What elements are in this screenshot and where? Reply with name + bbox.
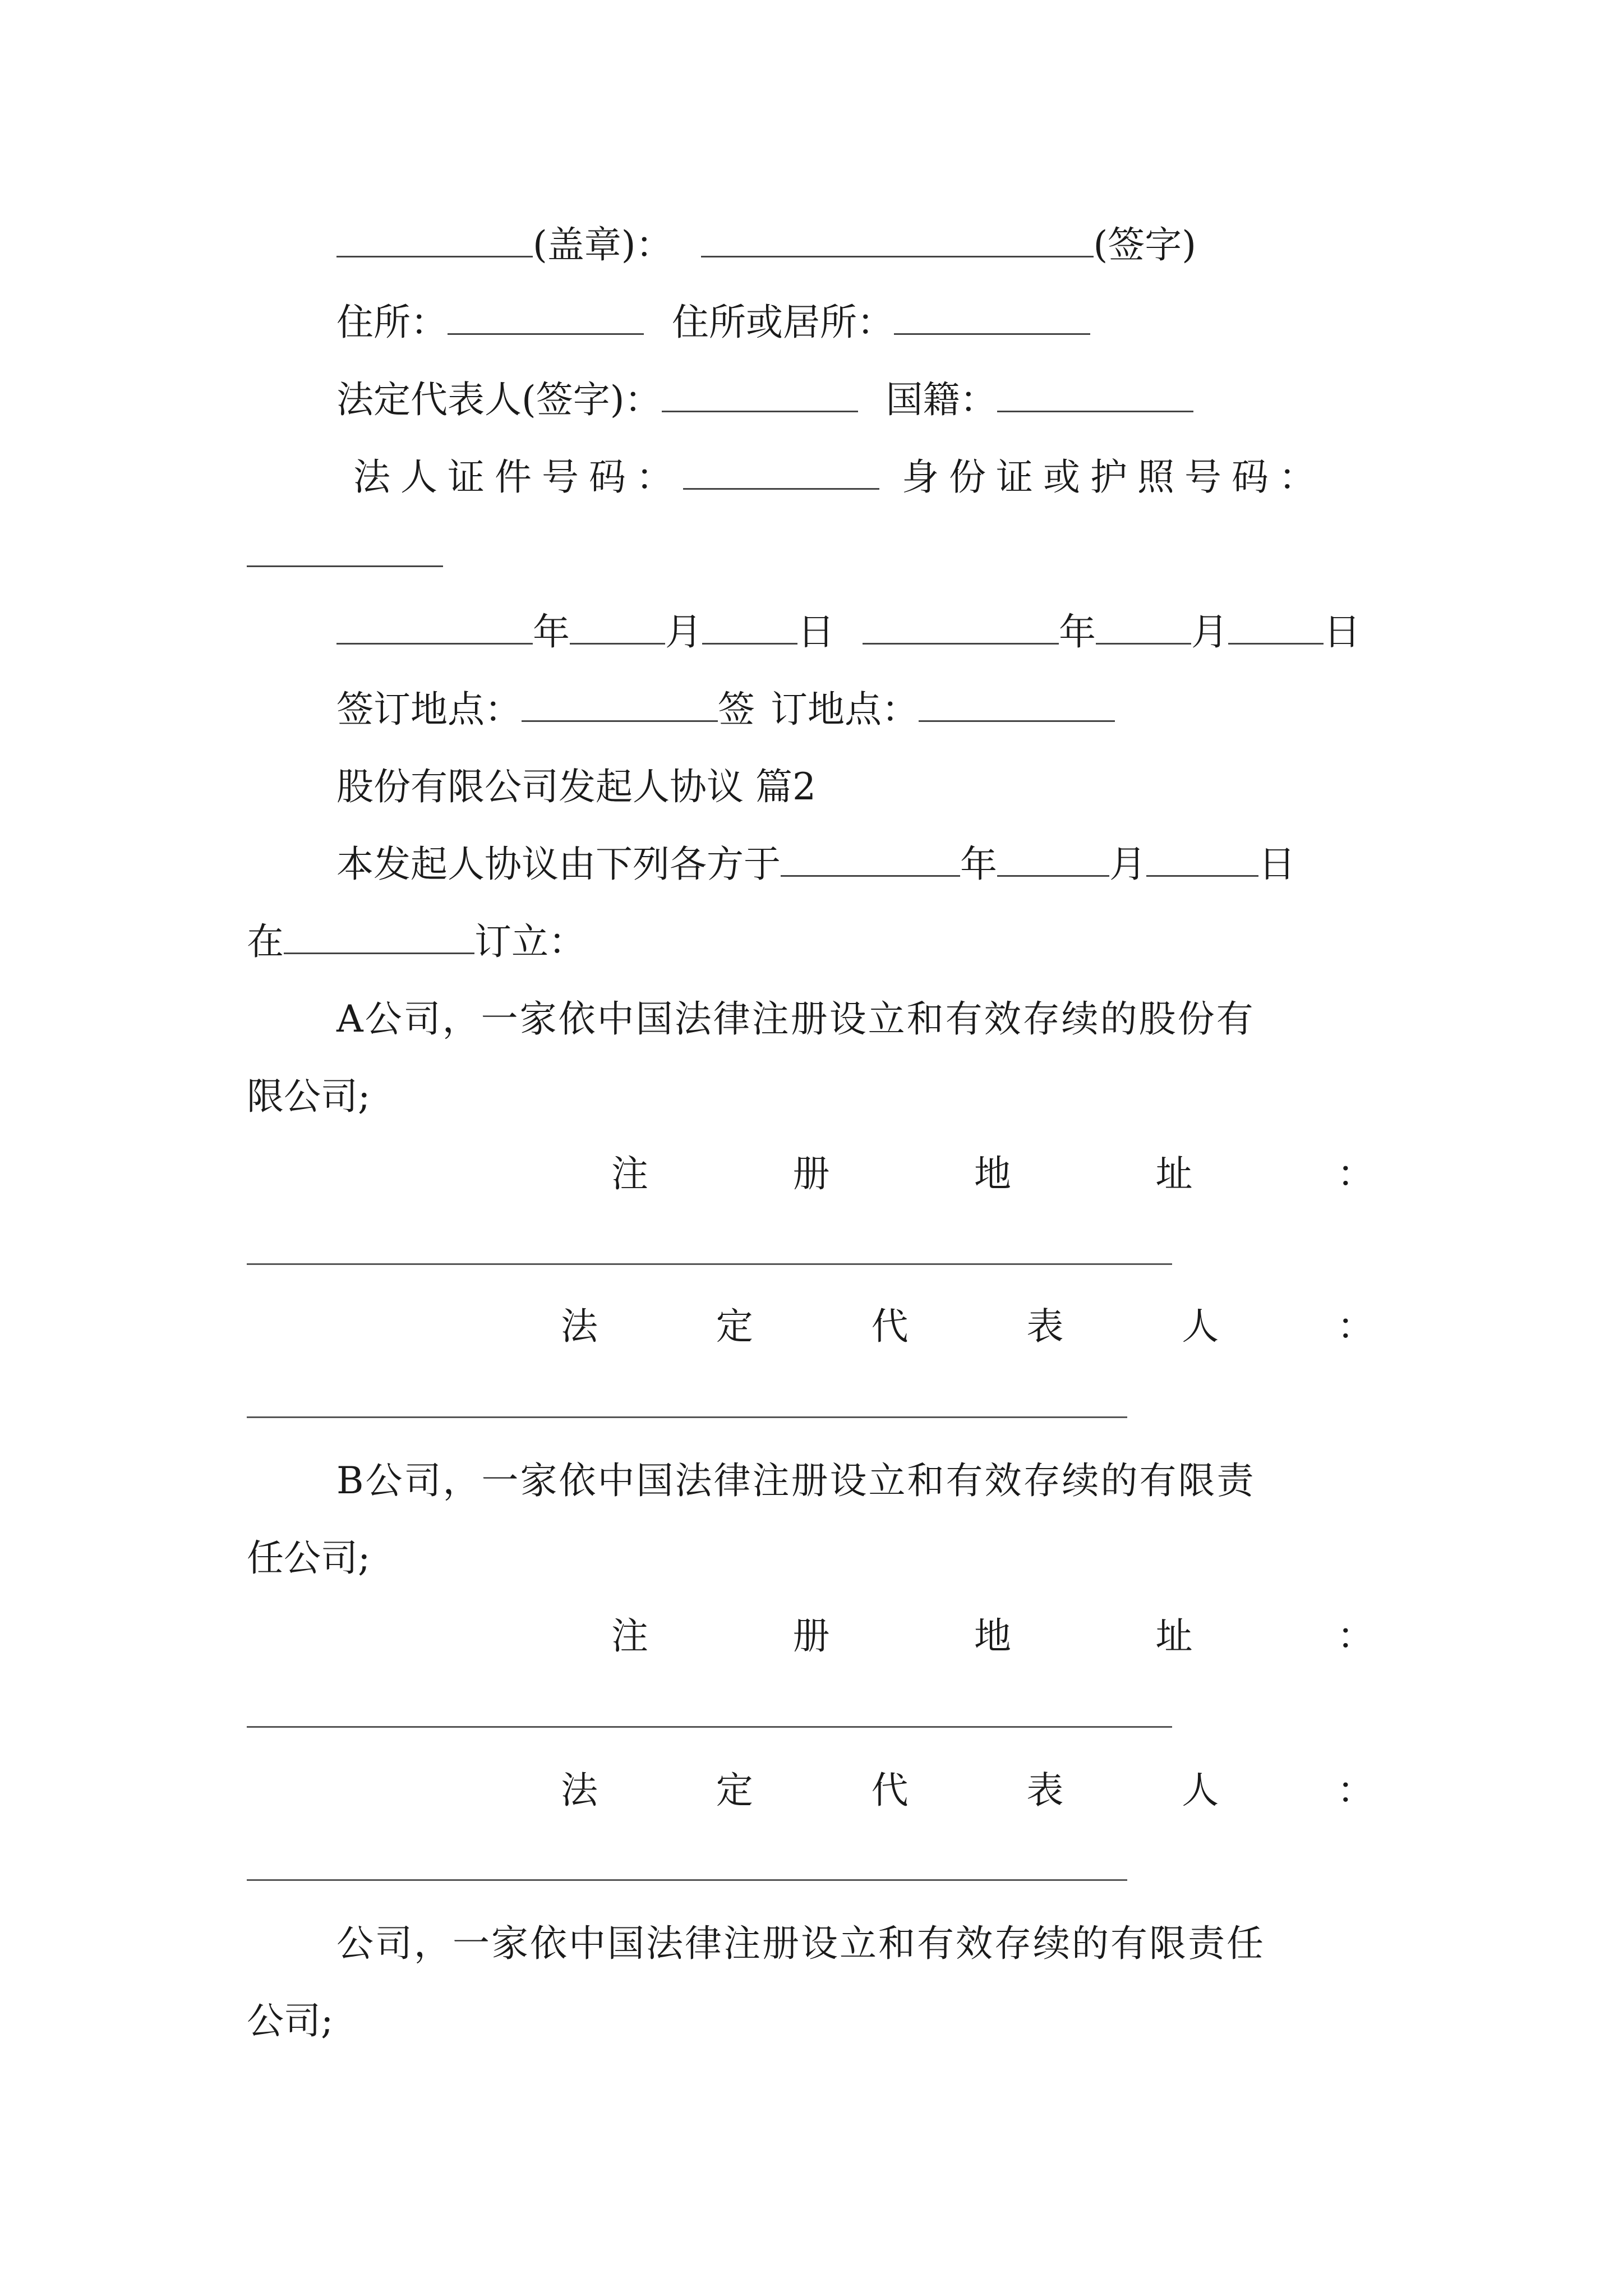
intro-line-2	[247, 917, 585, 967]
party-a-registered-address-label	[611, 1149, 1374, 1199]
ra-char: 地	[974, 1614, 1011, 1658]
address-row	[336, 297, 1090, 348]
month-blank-2[interactable]	[1096, 608, 1191, 645]
lr-char: ：	[1336, 1769, 1374, 1812]
lr-char: ：	[1336, 1305, 1374, 1348]
month-label-1: 月	[665, 610, 702, 654]
lr-char: 表	[1026, 1305, 1064, 1348]
date-row	[336, 607, 1361, 657]
id-passport-blank[interactable]	[247, 531, 443, 567]
month-blank-1[interactable]	[570, 608, 665, 645]
intro-year-blank[interactable]	[781, 840, 960, 877]
lr-char: 定	[716, 1305, 753, 1348]
ra-char: 册	[792, 1614, 830, 1658]
id-row	[353, 452, 1326, 503]
lr-char: 代	[871, 1305, 909, 1348]
year-label-1: 年	[533, 610, 570, 654]
day-blank-2[interactable]	[1228, 608, 1324, 645]
residence-label: 住所或居所：	[672, 301, 894, 344]
party-a-legal-rep-field[interactable]	[247, 1416, 1127, 1418]
lr-char: 表	[1026, 1769, 1064, 1812]
year-label-2: 年	[1059, 610, 1096, 654]
intro-month-label: 月	[1109, 843, 1146, 886]
address-blank[interactable]	[448, 298, 644, 335]
ra-char: 注	[611, 1614, 648, 1658]
legal-rep-row	[336, 375, 1193, 425]
sign-place-label-2a: 签	[718, 688, 755, 731]
sign-blank[interactable]	[701, 221, 1094, 257]
year-blank-1[interactable]	[336, 608, 533, 645]
sign-place-row	[336, 684, 1115, 735]
party-b-line-1: B公司，一家依中国法律注册设立和有效存续的有限责	[336, 1459, 1256, 1502]
intro-place-blank[interactable]	[284, 918, 474, 954]
party-a-legal-rep-label	[561, 1301, 1374, 1352]
lr-char: 法	[561, 1769, 598, 1812]
party-c-line-1: 公司，一家依中国法律注册设立和有效存续的有限责任	[336, 1922, 1265, 1965]
sign-place-blank-1[interactable]	[522, 685, 718, 722]
party-a-line-1: A公司，一家依中国法律注册设立和有效存续的股份有	[336, 997, 1255, 1041]
seal-label: (盖章)：	[533, 223, 673, 266]
intro-text-2a: 在	[247, 920, 284, 963]
lr-char: 法	[561, 1305, 598, 1348]
nationality-label: 国籍：	[886, 378, 997, 421]
lr-char: 定	[716, 1769, 753, 1812]
day-label-1: 日	[797, 610, 834, 654]
legal-rep-blank[interactable]	[662, 376, 858, 412]
party-b-registered-address-field[interactable]	[247, 1726, 1172, 1728]
lr-char: 代	[871, 1769, 909, 1812]
ra-char: 册	[792, 1152, 830, 1195]
party-c-line-2: 公司;	[247, 1999, 334, 2042]
legal-rep-sign-label: 法定代表人(签字)：	[336, 378, 662, 421]
ra-char: 地	[974, 1152, 1011, 1195]
month-label-2: 月	[1191, 610, 1228, 654]
legal-id-blank[interactable]	[683, 453, 879, 490]
sign-place-blank-2[interactable]	[919, 685, 1115, 722]
intro-month-blank[interactable]	[997, 840, 1109, 877]
ra-char: 注	[611, 1152, 648, 1195]
ra-char: 址	[1155, 1152, 1193, 1195]
legal-id-label: 法人证件号码：	[353, 455, 683, 499]
intro-line-1	[336, 839, 1295, 890]
id-passport-label: 身份证或护照号码：	[902, 455, 1326, 499]
intro-text-2b: 订立：	[474, 920, 585, 963]
party-a-registered-address-field[interactable]	[247, 1263, 1172, 1265]
party-b-line-2: 任公司;	[247, 1536, 371, 1580]
sign-label: (签字)	[1093, 223, 1196, 266]
intro-text-1: 本发起人协议由下列各方于	[336, 843, 781, 886]
seal-sign-row	[336, 220, 1196, 270]
lr-char: 人	[1182, 1769, 1219, 1812]
sign-place-label: 签订地点：	[336, 688, 522, 731]
seal-blank[interactable]	[336, 221, 533, 257]
party-b-legal-rep-label	[561, 1765, 1374, 1816]
ra-char: ：	[1337, 1152, 1374, 1195]
intro-day-label: 日	[1258, 843, 1295, 886]
intro-day-blank[interactable]	[1146, 840, 1258, 877]
address-label: 住所：	[336, 301, 448, 344]
residence-blank[interactable]	[894, 298, 1090, 335]
day-blank-1[interactable]	[702, 608, 797, 645]
lr-char: 人	[1182, 1305, 1219, 1348]
id-passport-row	[247, 530, 443, 580]
section-heading: 股份有限公司发起人协议 篇2	[336, 765, 816, 808]
nationality-blank[interactable]	[997, 376, 1193, 412]
party-b-legal-rep-field[interactable]	[247, 1879, 1127, 1881]
party-a-line-2: 限公司;	[247, 1075, 371, 1118]
year-blank-2[interactable]	[863, 608, 1059, 645]
intro-year-label: 年	[960, 843, 997, 886]
party-b-registered-address-label	[611, 1611, 1374, 1662]
day-label-2: 日	[1324, 610, 1361, 654]
ra-char: ：	[1337, 1614, 1374, 1658]
sign-place-label-2b: 订地点：	[771, 688, 919, 731]
ra-char: 址	[1155, 1614, 1193, 1658]
